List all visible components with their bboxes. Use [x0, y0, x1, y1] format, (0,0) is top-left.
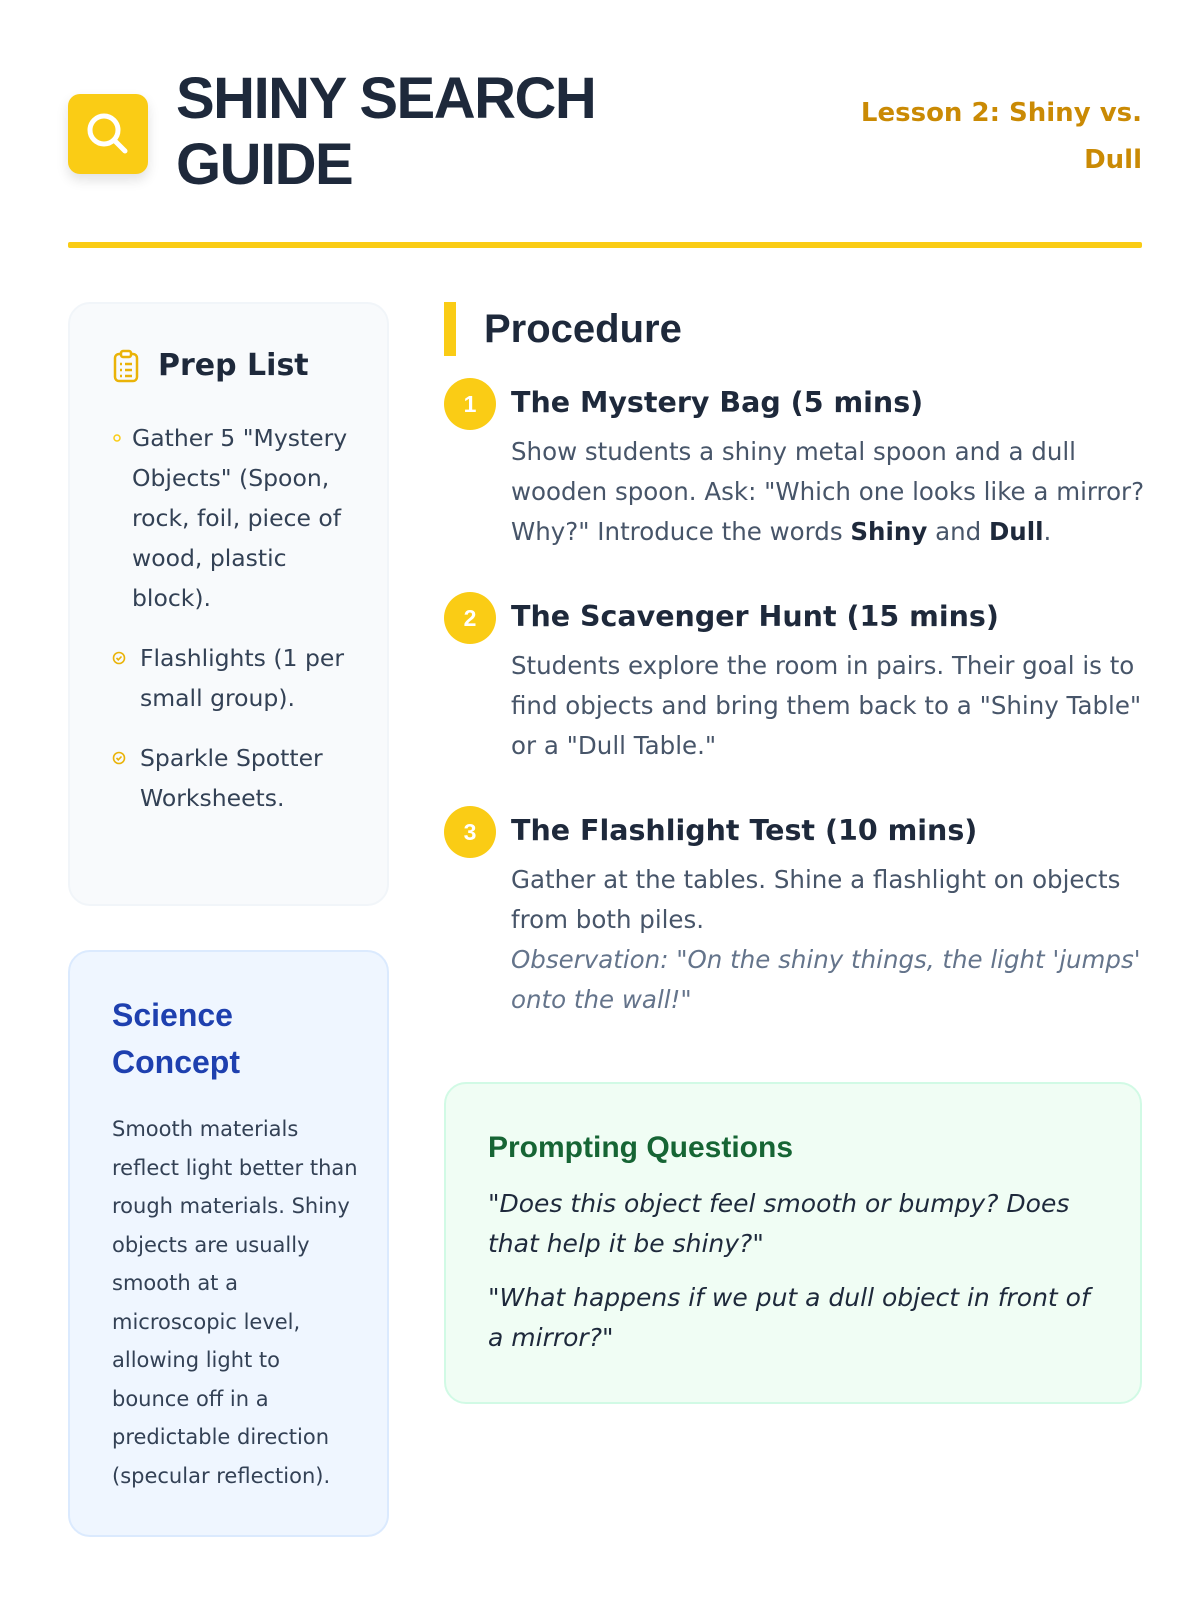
- step-number-badge: 1: [444, 378, 496, 430]
- prep-item-text: Sparkle Spotter Worksheets.: [140, 744, 323, 812]
- step-body: Students explore the room in pairs. Their goal is to find objects and bring them back to a "Shiny Table" or a "Dull Table.": [511, 651, 1142, 760]
- logo: [68, 94, 148, 174]
- page-title: SHINY SEARCH GUIDE: [176, 66, 596, 197]
- check-circle-icon: [112, 651, 126, 665]
- prep-item-text: Gather 5 "Mystery Objects" (Spoon, rock, foil, piece of wood, plastic block).: [132, 424, 348, 612]
- step-title: The Scavenger Hunt (15 mins): [511, 600, 999, 633]
- prep-list-title: Prep List: [158, 348, 309, 383]
- procedure-title: Procedure: [484, 307, 682, 351]
- step-body: Show students a shiny metal spoon and a dull wooden spoon. Ask: "Which one looks like a mirror? Why?" Introduce the words Shiny and Dull.: [511, 437, 1145, 546]
- step-body-text: Gather at the tables. Shine a flashlight on objects from both piles.: [511, 865, 1121, 934]
- check-circle-icon: [112, 751, 126, 765]
- list-item: [112, 418, 362, 618]
- circle-bullet-icon: [112, 433, 122, 443]
- search-icon: [84, 110, 132, 158]
- prep-list: [112, 418, 362, 838]
- science-concept-card: [68, 950, 389, 1537]
- procedure-accent-bar: [444, 302, 456, 356]
- prompting-question: "Does this object feel smooth or bumpy? Does that help it be shiny?": [488, 1189, 1070, 1258]
- science-concept-text: Smooth materials reflect light better than rough materials. Shiny objects are usually smooth at a microscopic level, allowing light to bounce off in a predictable direction (specular reflection).: [112, 1117, 358, 1488]
- header-divider: [68, 242, 1142, 248]
- clipboard-list-icon: [112, 349, 140, 383]
- list-item: [112, 638, 362, 718]
- prep-item-text: Flashlights (1 per small group).: [140, 644, 345, 712]
- list-item: [112, 738, 362, 818]
- step-observation: Observation: "On the shiny things, the light 'jumps' onto the wall!": [511, 945, 1141, 1014]
- science-concept-title: Science Concept: [112, 997, 240, 1080]
- step-number-badge: 2: [444, 592, 496, 644]
- prep-list-header: [112, 348, 309, 383]
- step-title: The Mystery Bag (5 mins): [511, 386, 924, 419]
- lesson-label: Lesson 2: Shiny vs. Dull: [860, 98, 1142, 175]
- step-number-badge: 3: [444, 806, 496, 858]
- page-header: [68, 66, 1142, 246]
- step-body: [511, 860, 1151, 1020]
- prompting-question: "What happens if we put a dull object in front of a mirror?": [488, 1283, 1090, 1352]
- prep-list-card: [68, 302, 389, 906]
- step-title: The Flashlight Test (10 mins): [511, 814, 978, 847]
- prompting-questions-title: Prompting Questions: [488, 1131, 794, 1164]
- prompting-questions-card: [444, 1082, 1142, 1404]
